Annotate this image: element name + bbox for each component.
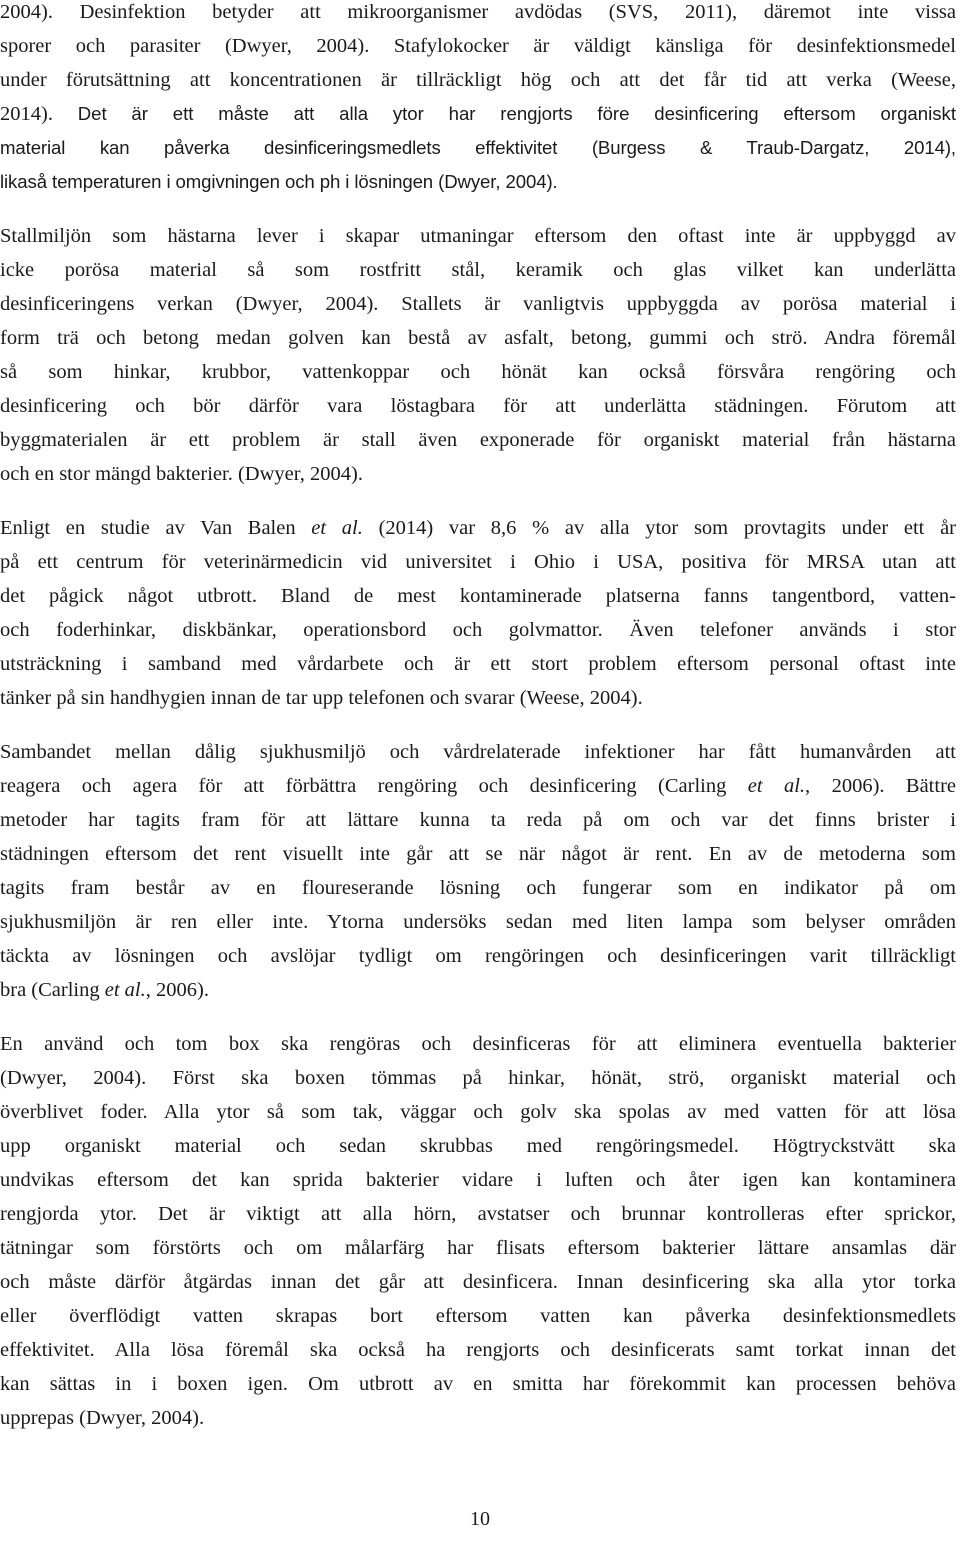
text-line: och foderhinkar, diskbänkar, operationsbord och golvmattor. Även telefoner används i stor	[0, 619, 956, 641]
text-line: så som hinkar, krubbor, vattenkoppar och hönät kan också försvåra rengöring och	[0, 361, 956, 383]
text-line: och måste därför åtgärdas innan det går att desinficera. Innan desinficering ska alla ytor torka	[0, 1271, 957, 1293]
text-line: på ett centrum för veterinärmedicin vid universitet i Ohio i USA, positiva för MRSA utan att	[0, 551, 956, 573]
text-line: eller överflödigt vatten skrapas bort eftersom vatten kan påverka desinfektionsmedlets	[0, 1305, 956, 1327]
page-number: 10	[470, 1508, 490, 1530]
text-line: material kan påverka desinficeringsmedlets effektivitet (Burgess & Traub-Dargatz, 2014),	[0, 137, 956, 158]
text-line: överblivet foder. Alla ytor så som tak, väggar och golv ska spolas av med vatten för att lösa	[0, 1101, 956, 1123]
text-line: icke porösa material så som rostfritt stål, keramik och glas vilket kan underlätta	[0, 259, 956, 281]
text-line: Stallmiljön som hästarna lever i skapar utmaningar eftersom den oftast inte är uppbyggd av	[0, 225, 956, 247]
text-line: reagera och agera för att förbättra rengöring och desinficering (Carling et al., 2006). Bättre	[0, 775, 956, 797]
text-line: det pågick något utbrott. Bland de mest kontaminerade platserna fanns tangentbord, vatten-	[0, 585, 956, 607]
text-line: En använd och tom box ska rengöras och desinficeras för att eliminera eventuella bakterier	[0, 1033, 956, 1055]
text-line: tagits fram består av en floureserande lösning och fungerar som en indikator på om	[0, 877, 956, 899]
text-line: upprepas (Dwyer, 2004).	[0, 1407, 205, 1429]
text-line: upp organiskt material och sedan skrubbas med rengöringsmedel. Högtryckstvätt ska	[0, 1135, 957, 1157]
text-line: städningen eftersom det rent visuellt inte går att se när något är rent. En av de metoderna som	[0, 843, 956, 865]
text-line: metoder har tagits fram för att lättare kunna ta reda på om och var det finns brister i	[0, 809, 956, 831]
text-line: sjukhusmiljön är ren eller inte. Ytorna undersöks sedan med liten lampa som belyser områden	[0, 911, 956, 933]
text-line: 2004). Desinfektion betyder att mikroorganismer avdödas (SVS, 2011), däremot inte vissa	[0, 1, 956, 23]
text-line: (Dwyer, 2004). Först ska boxen tömmas på hinkar, hönät, strö, organiskt material och	[0, 1067, 956, 1089]
text-line: undvikas eftersom det kan sprida bakterier vidare i luften och åter igen kan kontaminera	[0, 1169, 956, 1191]
text-line: täckta av lösningen och avslöjar tydligt om rengöringen och desinficeringen varit tillräckligt	[0, 945, 956, 967]
text-line: utsträckning i samband med vårdarbete och är ett stort problem eftersom personal oftast inte	[0, 653, 956, 675]
text-line: desinficering och bör därför vara löstagbara för att underlätta städningen. Förutom att	[0, 395, 956, 417]
text-line: byggmaterialen är ett problem är stall även exponerade för organiskt material från hästarna	[0, 429, 956, 451]
text-line: effektivitet. Alla lösa föremål ska också ha rengjorts och desinficerats samt torkat innan det	[0, 1339, 956, 1361]
text-line: Enligt en studie av Van Balen et al. (2014) var 8,6 % av alla ytor som provtagits under ett år	[0, 517, 956, 539]
text-line: under förutsättning att koncentrationen är tillräckligt hög och att det får tid att verka (Weese,	[0, 69, 956, 91]
text-line: tätningar som förstörts och om målarfärg har flisats eftersom bakterier lättare ansamlas där	[0, 1237, 956, 1259]
text-line: 2014). Det är ett måste att alla ytor har rengjorts före desinficering eftersom organiskt	[0, 103, 956, 125]
text-line: kan sättas in i boxen igen. Om utbrott av en smitta har förekommit kan processen behöva	[0, 1373, 956, 1395]
text-line: sporer och parasiter (Dwyer, 2004). Stafylokocker är väldigt känsliga för desinfektionsmedel	[0, 35, 956, 57]
text-line: och en stor mängd bakterier. (Dwyer, 2004).	[0, 463, 363, 485]
text-line: desinficeringens verkan (Dwyer, 2004). Stallets är vanligtvis uppbyggda av porösa material i	[0, 293, 956, 315]
text-line: bra (Carling et al., 2006).	[0, 979, 209, 1001]
text-line: Sambandet mellan dålig sjukhusmiljö och vårdrelaterade infektioner har fått humanvården att	[0, 741, 956, 763]
text-line: rengjorda ytor. Det är viktigt att alla hörn, avstatser och brunnar kontrolleras efter sprickor,	[0, 1203, 956, 1225]
text-line: likaså temperaturen i omgivningen och ph i lösningen (Dwyer, 2004).	[0, 171, 558, 192]
text-line: form trä och betong medan golven kan bestå av asfalt, betong, gummi och strö. Andra föremål	[0, 327, 956, 349]
text-line: tänker på sin handhygien innan de tar upp telefonen och svarar (Weese, 2004).	[0, 687, 643, 709]
